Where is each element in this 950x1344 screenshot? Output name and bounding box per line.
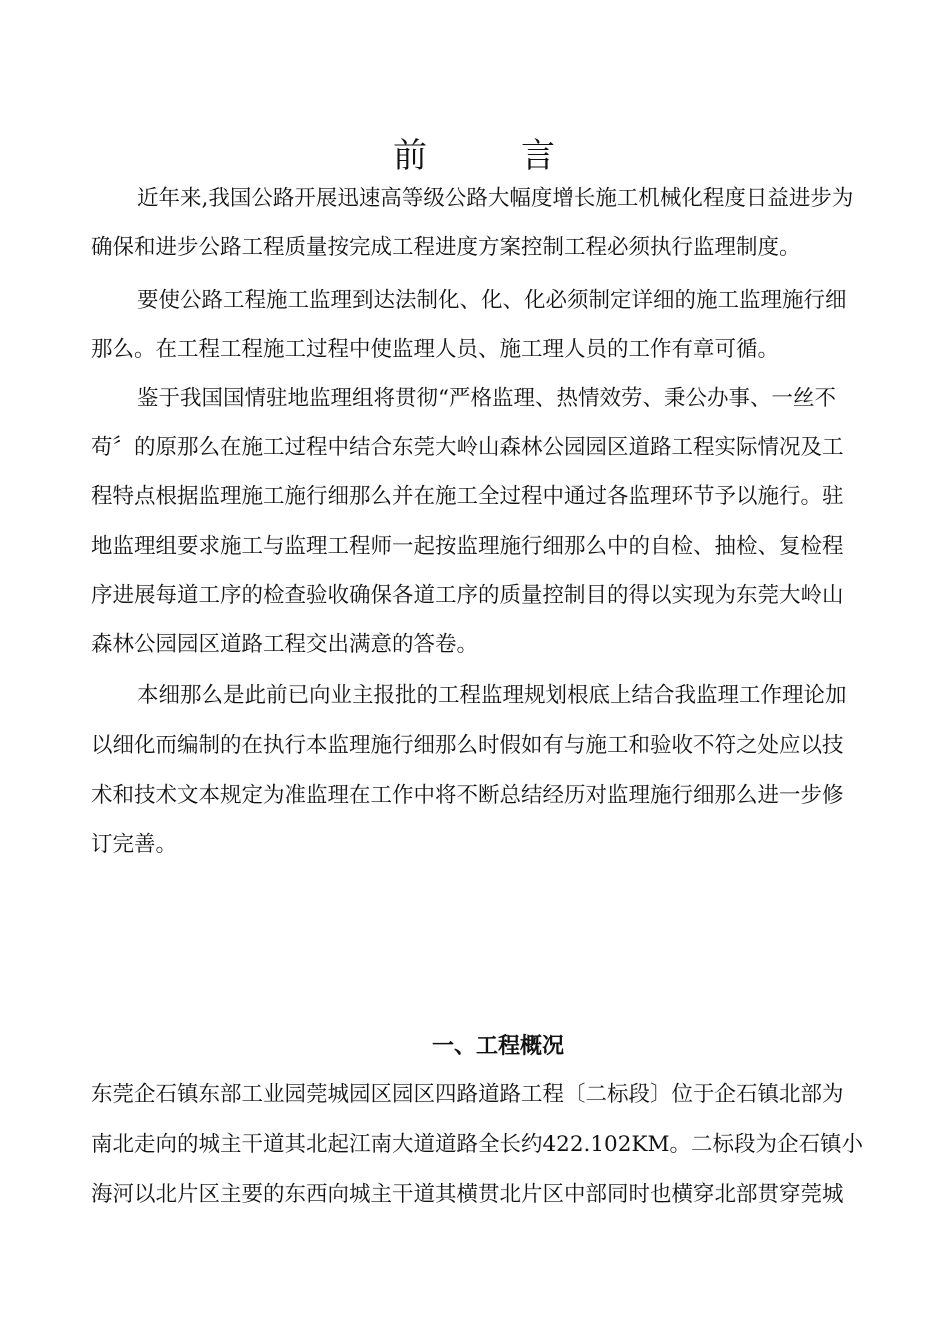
- paragraph-line: 确保和进步公路工程质量按完成工程进度方案控制工程必须执行监理制度。: [91, 235, 801, 260]
- paragraph-line: 海河以北片区主要的东西向城主干道其横贯北片区中部同时也横穿北部贯穿莞城: [91, 1182, 844, 1207]
- paragraph-line: 东莞企石镇东部工业园莞城园区园区四路道路工程〔二标段〕位于企石镇北部为: [91, 1082, 844, 1107]
- paragraph-line: 要使公路工程施工监理到达法制化、化、化必须制定详细的施工监理施行细: [137, 288, 847, 313]
- paragraph-line: 那么。在工程工程施工过程中使监理人员、施工理人员的工作有章可循。: [91, 337, 780, 362]
- paragraph-line: 订完善。: [91, 832, 178, 857]
- paragraph-line: 近年来,我国公路开展迅速高等级公路大幅度增长施工机械化程度日益进步为: [137, 186, 854, 211]
- paragraph-line: 森林公园园区道路工程交出满意的答卷。: [91, 632, 479, 657]
- preface-title: 前 言: [393, 136, 585, 176]
- paragraph-line: 地监理组要求施工与监理工程师一起按监理施行细那么中的自检、抽检、复检程: [91, 534, 844, 559]
- paragraph-line: 序进展每道工序的检查验收确保各道工序的质量控制目的得以实现为东莞大岭山: [91, 583, 844, 608]
- paragraph-line: 苟〞的原那么在施工过程中结合东莞大岭山森林公园园区道路工程实际情况及工: [91, 435, 844, 460]
- paragraph-line: 南北走向的城主干道其北起江南大道道路全长约422.102KM。二标段为企石镇小: [91, 1132, 863, 1157]
- paragraph-line: 本细那么是此前已向业主报批的工程监理规划根底上结合我监理工作理论加: [137, 683, 847, 708]
- section-heading: 一、工程概况: [431, 1034, 564, 1059]
- paragraph-line: 鉴于我国国情驻地监理组将贯彻“严格监理、热情效劳、秉公办事、一丝不: [137, 386, 836, 411]
- paragraph-line: 程特点根据监理施工施行细那么并在施工全过程中通过各监理环节予以施行。驻: [91, 484, 844, 509]
- paragraph-line: 术和技术文本规定为准监理在工作中将不断总结经历对监理施行细那么进一步修: [91, 783, 844, 808]
- paragraph-line: 以细化而编制的在执行本监理施行细那么时假如有与施工和验收不符之处应以技: [91, 733, 844, 758]
